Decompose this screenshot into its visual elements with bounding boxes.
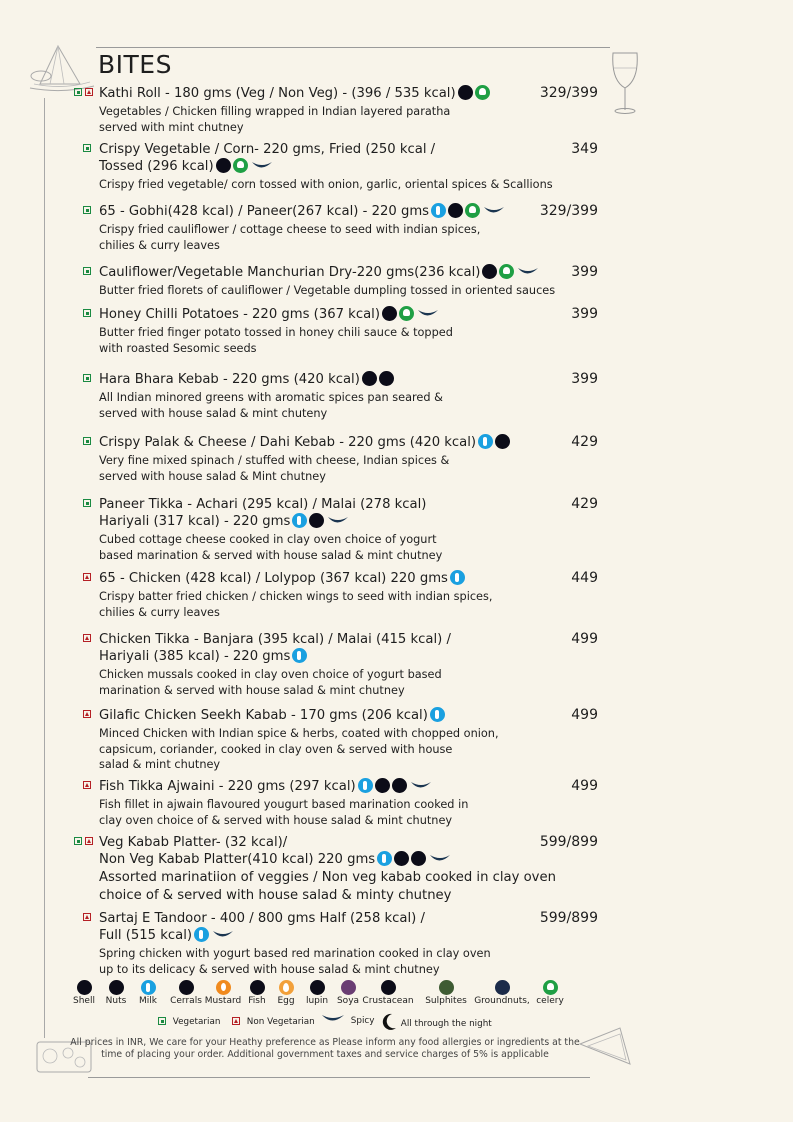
item-description-line: salad & mint chutney [99,758,221,771]
item-description-line: Butter fried florets of cauliflower / Vegetable dumpling tossed in oriented sauces [99,284,556,297]
item-description [99,177,553,193]
item-description [99,589,492,620]
wine-glass-illustration [608,50,642,116]
key-all-night-label: All through the night [400,1019,492,1029]
item-description-line: All Indian minored greens with aromatic spices pan seared & [99,391,443,404]
item-name-text-2: Hariyali (385 kcal) - 220 gms [99,649,291,664]
item-description-line: served with mint chutney [99,120,244,134]
item-name-text-2: Tossed (296 kcal) [99,159,214,174]
veg-symbol-icon [83,499,91,507]
nonveg-symbol-icon [83,710,91,718]
item-price: 599/899 [539,834,598,850]
chili-icon [483,205,505,217]
chili-icon [417,308,439,320]
nonveg-symbol-icon [85,88,93,96]
item-description-line: Cubed cottage cheese cooked in clay oven choice of yogurt [99,533,437,546]
item-description [99,104,450,135]
allergen-label: Crustacean [362,996,414,1006]
allergen-label: Nuts [105,996,127,1006]
item-description [99,283,555,299]
item-name [99,264,544,281]
item-description-line: clay oven choice of & served with house salad & mint chutney [99,813,453,827]
item-price: 349 [571,141,598,157]
chili-icon [320,1012,346,1026]
key-non-vegetarian-label: Non Vegetarian [246,1017,315,1027]
item-description-line: capsicum, coriander, cooked in clay oven & served with house [99,742,453,756]
milk-icon [358,778,373,793]
nonveg-symbol-icon [83,573,91,581]
item-price: 329/399 [539,85,598,101]
item-price: 499 [571,778,598,794]
footer-line-1: All prices in INR, We care for your Heathy preference as Please inform any food allergies or ingredients at the [70,1037,580,1048]
item-name-text: Gilafic Chicken Seekh Kabab - 170 gms (206 kcal) [99,708,428,723]
sulphites-icon [439,980,454,995]
allergen-dark-icon [458,85,473,100]
allergen-dark-icon [394,851,409,866]
celery-icon [475,85,490,100]
item-name-text: Crispy Palak & Cheese / Dahi Kebab - 220 gms (420 kcal) [99,435,477,450]
item-name-text: Kathi Roll - 180 gms (Veg / Non Veg) - (396 / 535 kcal) [99,86,456,101]
item-name [99,570,544,587]
chili-icon [212,929,234,941]
veg-symbol-icon [74,88,82,96]
milk-icon [430,707,445,722]
item-description-line: Vegetables / Chicken filling wrapped in Indian layered paratha [99,105,451,118]
item-name-text: Crispy Vegetable / Corn- 220 gms, Fried (250 kcal / [99,142,436,157]
item-price: 429 [571,496,598,512]
nonveg-symbol-icon [85,837,93,845]
chili-icon [517,266,539,278]
allergen-dark-icon [411,851,426,866]
item-price: 499 [571,631,598,647]
celery-icon [399,306,414,321]
item-description-line: chilies & curry leaves [99,238,220,252]
item-name-text-2: Hariyali (317 kcal) - 220 gms [99,514,291,529]
item-description-line: based marination & served with house salad & mint chutney [99,548,443,562]
item-name-text: Fish Tikka Ajwaini - 220 gms (297 kcal) [99,779,356,794]
crescent-moon-icon [378,1012,398,1032]
section-title: BITES [98,50,172,79]
veg-symbol-icon [83,437,91,445]
nonveg-symbol-icon [83,634,91,642]
allergen-label: Fish [248,996,266,1006]
allergen-dark-icon [382,306,397,321]
nonveg-symbol-icon [83,781,91,789]
item-name-text: 65 - Gobhi(428 kcal) / Paneer(267 kcal) - 220 gms [99,204,430,219]
item-name-text-2: Full (515 kcal) [99,928,193,943]
veg-symbol-icon [158,1017,166,1025]
celery-icon [499,264,514,279]
footer-note [70,1037,580,1061]
item-name-text: Paneer Tikka - Achari (295 kcal) / Malai (278 kcal) [99,497,427,512]
item-description-line: Fish fillet in ajwain flavoured yougurt based marination cooked in [99,798,469,811]
soya-icon [341,980,356,995]
item-price: 329/399 [539,203,598,219]
veg-symbol-icon [83,267,91,275]
allergen-sulphites [416,980,476,1006]
item-name [99,141,544,175]
item-description-line: choice of & served with house salad & minty chutney [99,887,452,903]
item-description-line: up to its delicacy & served with house salad & mint chutney [99,962,440,976]
allergen-label: lupin [305,996,329,1006]
veg-symbol-icon [83,374,91,382]
celery-icon [543,980,558,995]
key-all-night [378,1012,492,1032]
allergen-dark-icon [379,371,394,386]
allergen-label: celery [536,996,564,1006]
item-name-text-2: Non Veg Kabab Platter(410 kcal) 220 gms [99,852,376,867]
milk-icon [141,980,156,995]
nonveg-symbol-icon [83,913,91,921]
veg-symbol-icon [83,144,91,152]
item-name [99,203,544,220]
veg-symbol-icon [74,837,82,845]
item-description [99,532,442,563]
allergen-label: Sulphites [425,996,467,1006]
milk-icon [478,434,493,449]
item-description [99,726,499,773]
milk-icon [450,570,465,585]
item-name-text: Veg Kabab Platter- (32 kcal)/ [99,835,288,850]
item-price: 399 [571,306,598,322]
item-name [99,371,544,388]
samosa-illustration [28,42,98,94]
top-rule [96,47,610,48]
item-description-line: marination & served with house salad & mint chutney [99,683,405,697]
allergen-dark-icon [482,264,497,279]
key-vegetarian [158,1016,220,1027]
celery-icon [465,203,480,218]
bottom-rule [88,1077,590,1078]
chili-icon [251,160,273,172]
item-price: 399 [571,371,598,387]
milk-icon [194,927,209,942]
nonveg-symbol-icon [232,1017,240,1025]
key-non-vegetarian [232,1016,315,1027]
footer-line-2: time of placing your order. Additional government taxes and service charges of 5% is applicable [101,1049,549,1060]
cerrals-icon [179,980,194,995]
item-description-line: chilies & curry leaves [99,605,220,619]
item-price: 499 [571,707,598,723]
item-name-text: Honey Chilli Potatoes - 220 gms (367 kcal) [99,307,380,322]
item-description [99,390,443,421]
key-spicy-label: Spicy [350,1016,375,1026]
allergen-label: Shell [73,996,95,1006]
allergen-dark-icon [448,203,463,218]
item-name [99,910,544,944]
allergen-dark-icon [495,434,510,449]
allergen-label: Cerrals [170,996,202,1006]
allergen-dark-icon [309,513,324,528]
milk-icon [377,851,392,866]
item-description [99,946,491,977]
allergen-dark-icon [216,158,231,173]
item-price: 599/899 [539,910,598,926]
item-name [99,434,544,451]
milk-icon [431,203,446,218]
crustacean-icon [381,980,396,995]
item-name [99,306,544,323]
allergen-label: Soya [336,996,360,1006]
item-name [99,85,544,102]
item-description-line: Crispy fried vegetable/ corn tossed with onion, garlic, oriental spices & Scallions [99,178,553,191]
item-name-text: 65 - Chicken (428 kcal) / Lolypop (367 kcal) 220 gms [99,571,448,586]
key-vegetarian-label: Vegetarian [172,1017,221,1027]
item-description-line: Crispy batter fried chicken / chicken wings to seed with indian spices, [99,590,493,603]
veg-symbol-icon [83,206,91,214]
item-name-text: Sartaj E Tandoor - 400 / 800 gms Half (258 kcal) / [99,911,425,926]
milk-icon [292,513,307,528]
key-spicy [320,1012,374,1026]
item-name [99,778,544,795]
allergen-celery [520,980,580,1006]
item-name [99,834,544,868]
allergen-label: Mustard [204,996,242,1006]
allergen-dark-icon [392,778,407,793]
allergen-dark-icon [375,778,390,793]
item-description-line: Chicken mussals cooked in clay oven choice of yogurt based [99,668,442,681]
item-description-line: with roasted Sesomic seeds [99,341,257,355]
item-description [99,222,480,253]
item-description-line: Spring chicken with yogurt based red marination cooked in clay oven [99,947,491,960]
veg-symbol-icon [83,309,91,317]
celery-icon [233,158,248,173]
item-description [99,325,453,356]
chili-icon [410,780,432,792]
item-description [99,869,556,904]
item-name-text: Cauliflower/Vegetable Manchurian Dry-220 gms(236 kcal) [99,265,481,280]
item-description-line: Crispy fried cauliflower / cottage cheese to seed with indian spices, [99,223,481,236]
allergen-dark-icon [362,371,377,386]
chili-icon [327,515,349,527]
item-description [99,453,449,484]
side-rule [44,98,45,1038]
allergen-label: Groundnuts, [474,996,530,1006]
item-description [99,667,442,698]
item-price: 399 [571,264,598,280]
item-description-line: served with house salad & Mint chutney [99,469,326,483]
item-price: 429 [571,434,598,450]
allergen-label: Egg [277,996,295,1006]
item-name [99,707,544,724]
item-name [99,496,544,530]
item-name-text: Hara Bhara Kebab - 220 gms (420 kcal) [99,372,360,387]
allergen-crustacean [358,980,418,1006]
item-price: 449 [571,570,598,586]
item-name [99,631,544,665]
milk-icon [292,648,307,663]
item-description-line: served with house salad & mint chuteny [99,406,328,420]
groundnuts-icon [495,980,510,995]
samosa-corner-illustration [576,1024,634,1072]
item-description-line: Butter fried finger potato tossed in honey chili sauce & topped [99,326,453,339]
allergen-label: Milk [139,996,157,1006]
item-description-line: Assorted marinatiion of veggies / Non veg kabab cooked in clay oven [99,870,556,885]
chili-icon [429,853,451,865]
item-description-line: Minced Chicken with Indian spice & herbs, coated with chopped onion, [99,727,499,740]
item-description-line: Very fine mixed spinach / stuffed with cheese, Indian spices & [99,454,450,467]
item-name-text: Chicken Tikka - Banjara (395 kcal) / Malai (415 kcal) / [99,632,451,647]
item-description [99,797,468,828]
